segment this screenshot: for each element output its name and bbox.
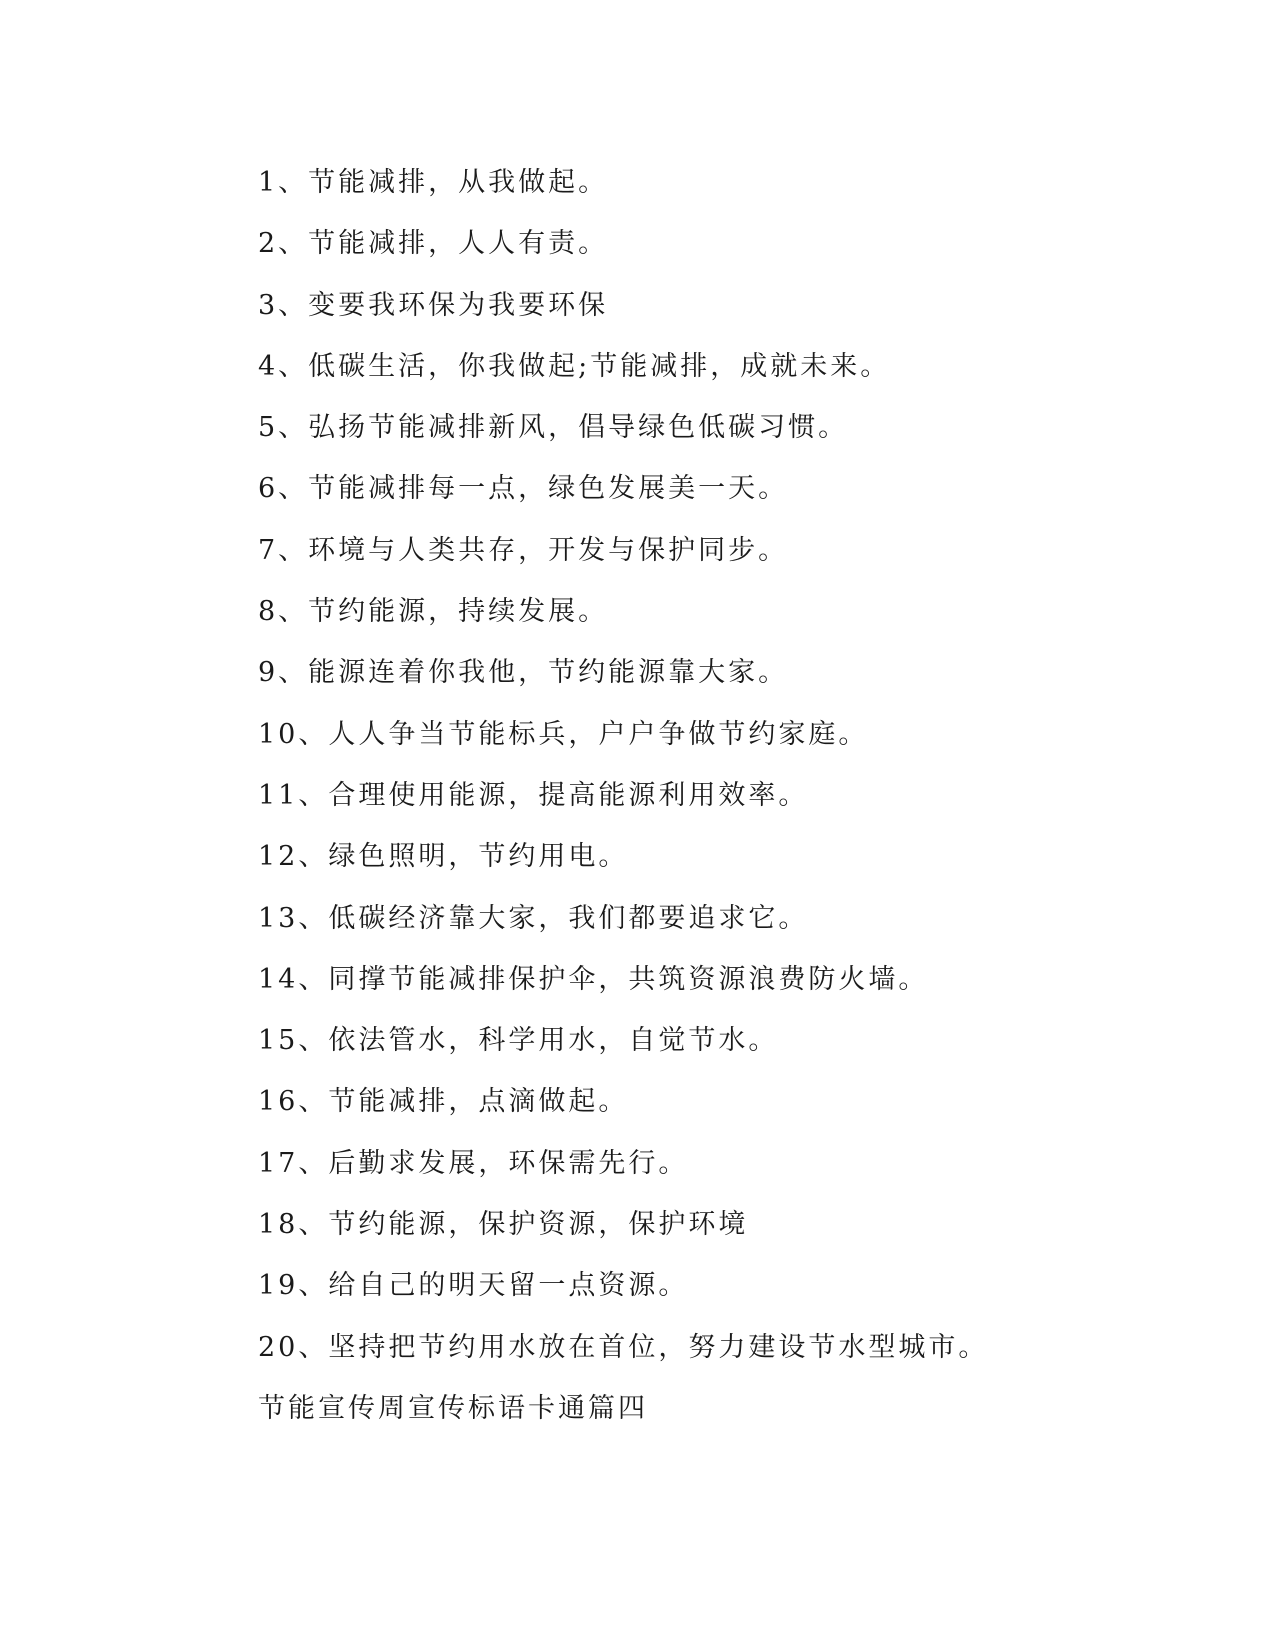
list-item: 10、人人争当节能标兵，户户争做节约家庭。	[258, 718, 869, 750]
list-item: 2、节能减排，人人有责。	[258, 228, 609, 260]
list-item: 3、变要我环保为我要环保	[258, 289, 609, 321]
list-item: 19、给自己的明天留一点资源。	[258, 1270, 689, 1302]
list-item: 18、节约能源，保护资源，保护环境	[258, 1209, 749, 1241]
list-item: 15、依法管水，科学用水，自觉节水。	[258, 1025, 779, 1057]
list-item: 13、低碳经济靠大家，我们都要追求它。	[258, 902, 809, 934]
list-item: 11、合理使用能源，提高能源利用效率。	[258, 779, 809, 811]
slogan-list	[258, 166, 1218, 1453]
list-item: 5、弘扬节能减排新风，倡导绿色低碳习惯。	[258, 412, 849, 444]
list-item: 9、能源连着你我他，节约能源靠大家。	[258, 657, 789, 689]
list-item: 8、节约能源，持续发展。	[258, 596, 609, 628]
list-item: 14、同撑节能减排保护伞，共筑资源浪费防火墙。	[258, 963, 929, 995]
list-item: 12、绿色照明，节约用电。	[258, 841, 629, 873]
section-heading: 节能宣传周宣传标语卡通篇四	[258, 1392, 648, 1424]
list-item: 7、环境与人类共存，开发与保护同步。	[258, 534, 789, 566]
list-item: 1、节能减排，从我做起。	[258, 167, 609, 198]
list-item: 17、后勤求发展，环保需先行。	[258, 1147, 689, 1179]
list-item: 4、低碳生活，你我做起;节能减排，成就未来。	[258, 350, 891, 382]
list-item: 20、坚持把节约用水放在首位，努力建设节水型城市。	[258, 1331, 989, 1363]
list-item: 16、节能减排，点滴做起。	[258, 1086, 629, 1118]
list-item: 6、节能减排每一点，绿色发展美一天。	[258, 473, 789, 505]
